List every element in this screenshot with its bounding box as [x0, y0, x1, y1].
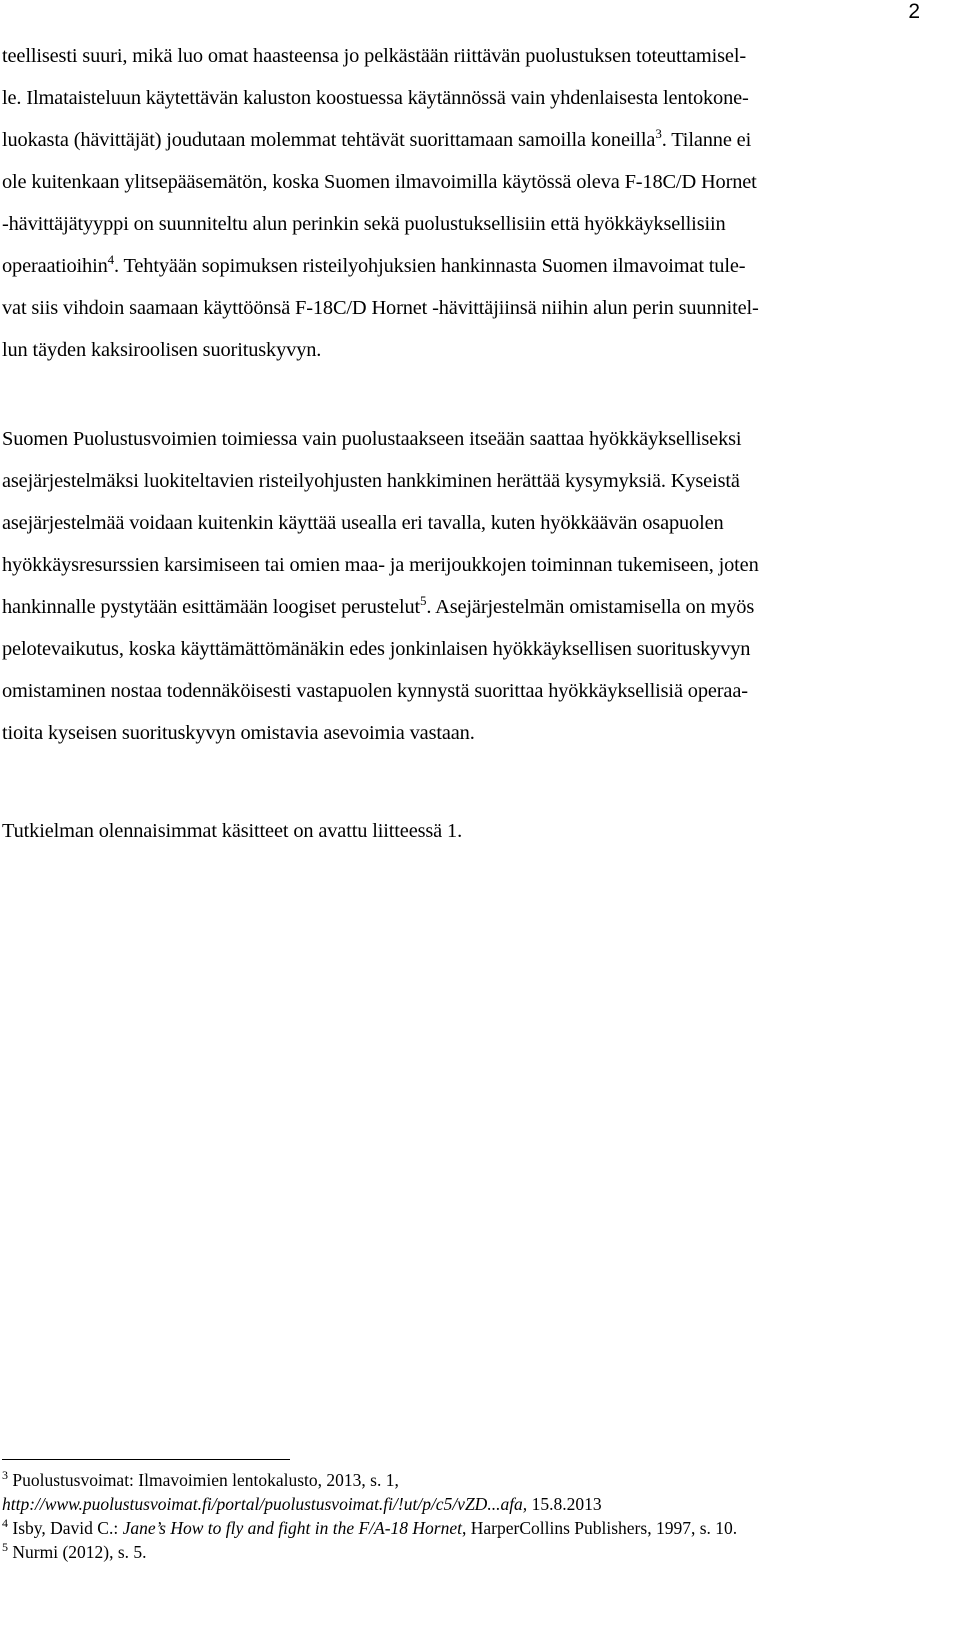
footnote-ref-3[interactable]: 3: [655, 126, 662, 141]
footnote-number: 5: [2, 1540, 8, 1554]
text-line: ole kuitenkaan ylitsepääsemätön, koska Suomen ilmavoimilla käytössä oleva F-18C/D Hornet: [2, 171, 757, 193]
paragraph-2: [2, 418, 922, 754]
paragraph-1: [2, 35, 922, 371]
text-line: Suomen Puolustusvoimien toimiessa vain puolustaakseen itseään saattaa hyökkäykselliseksi: [2, 428, 742, 450]
paragraph-3: [2, 810, 922, 852]
text-line: pelotevaikutus, koska käyttämättömänäkin edes jonkinlaisen hyökkäyksellisen suorituskyvyn: [2, 638, 751, 660]
text-line: tioita kyseisen suorituskyvyn omistavia asevoimia vastaan.: [2, 722, 475, 744]
footnote-separator: [2, 1459, 290, 1460]
footnote-number: 3: [2, 1468, 8, 1482]
text-line: -hävittäjätyyppi on suunniteltu alun perinkin sekä puolustuksellisiin että hyökkäyksellisiin: [2, 213, 726, 235]
text-line: luokasta (hävittäjät) joudutaan molemmat tehtävät suorittamaan samoilla koneilla$^3$. Tilanne ei: [2, 126, 752, 151]
page-number: 2: [908, 0, 920, 23]
text-line: le. Ilmataisteluun käytettävän kaluston koostuessa käytännössä vain yhdenlaisesta lentokone-: [2, 87, 749, 109]
footnote-3-url-line: http://www.puolustusvoimat.fi/portal/puolustusvoimat.fi/!ut/p/c5/vZD...afa, 15.8.2013: [2, 1494, 602, 1514]
text-line: omistaminen nostaa todennäköisesti vastapuolen kynnystä suorittaa hyökkäyksellisiä operaa-: [2, 680, 748, 702]
text-line: hyökkäysresurssien karsimiseen tai omien maa- ja merijoukkojen toiminnan tukemiseen, joten: [2, 554, 759, 576]
footnotes: [2, 1468, 922, 1564]
text-line: asejärjestelmää voidaan kuitenkin käyttää usealla eri tavalla, kuten hyökkäävän osapuolen: [2, 512, 724, 534]
footnote-4: $^4$ Isby, David C.: Jane’s How to fly and fight in the F/A-18 Hornet, HarperCollins Publishers, 1997, s. 10.: [2, 1516, 738, 1538]
footnote-3: $^3$ Puolustusvoimat: Ilmavoimien lentokalusto, 2013, s. 1,: [2, 1468, 399, 1490]
text-line: lun täyden kaksiroolisen suorituskyvyn.: [2, 339, 322, 361]
book-title: Jane’s How to fly and fight in the F/A-18 Hornet: [122, 1518, 462, 1538]
footnote-5: $^5$ Nurmi (2012), s. 5.: [2, 1540, 147, 1562]
text-line: teellisesti suuri, mikä luo omat haasteensa jo pelkästään riittävän puolustuksen toteuttamisel-: [2, 45, 746, 67]
footnote-number: 4: [2, 1516, 8, 1530]
text-line: Tutkielman olennaisimmat käsitteet on avattu liitteessä 1.: [2, 820, 463, 842]
footnote-url-link[interactable]: http://www.puolustusvoimat.fi/portal/puolustusvoimat.fi/!ut/p/c5/vZD...afa,: [2, 1494, 528, 1514]
footnote-ref-5[interactable]: 5: [420, 593, 427, 608]
footnote-ref-4[interactable]: 4: [107, 252, 114, 267]
text-line: operaatioihin$^4$. Tehtyään sopimuksen risteilyohjuksien hankinnasta Suomen ilmavoimat tule-: [2, 252, 746, 277]
text-line: asejärjestelmäksi luokiteltavien risteilyohjusten hankkiminen herättää kysymyksiä. Kyseistä: [2, 470, 740, 492]
text-line: vat siis vihdoin saamaan käyttöönsä F-18C/D Hornet -hävittäjiinsä niihin alun perin suunnitel-: [2, 297, 759, 319]
text-line: hankinnalle pystytään esittämään loogiset perustelut$^5$. Asejärjestelmän omistamisella on myös: [2, 593, 755, 618]
